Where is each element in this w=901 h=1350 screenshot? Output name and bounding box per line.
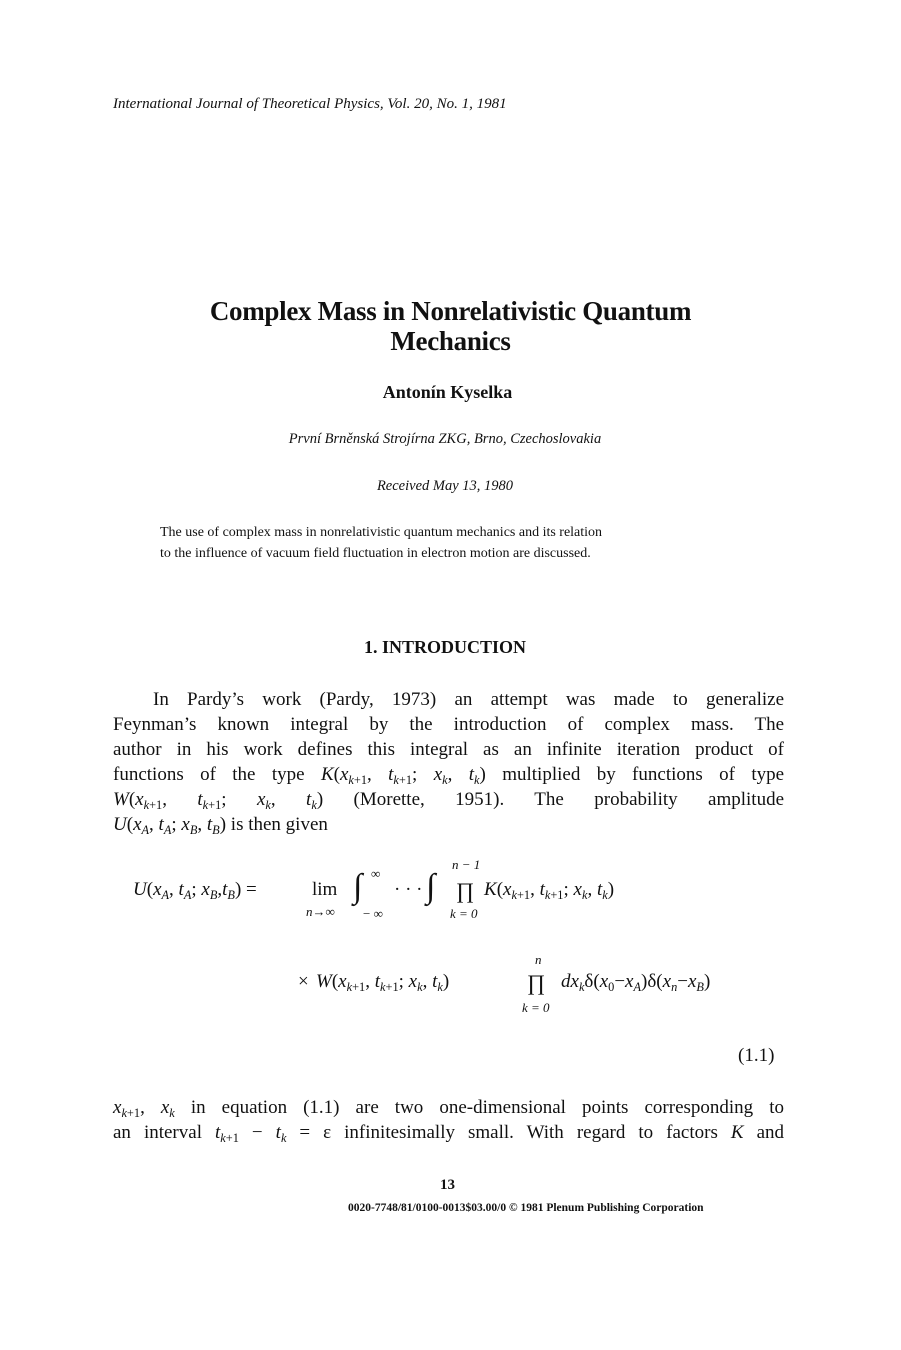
equation-times: × — [298, 971, 309, 992]
paragraph-line: Feynman’s known integral by the introduction of complex mass. The — [113, 714, 784, 735]
equation-lim-subscript: n→∞ — [306, 904, 335, 919]
equation-kernel: $K(x_{k+1}$, $t_{k+1}$; $x_k$, $t_k$) — [484, 879, 615, 902]
equation-lhs: $U(x_A$, $t_A$; $x_B,t_B$) = — [133, 879, 257, 902]
equation-weight: $W(x_{k+1}$, $t_{k+1}$; $x_k$, $t_k$) — [316, 971, 450, 994]
page-number: 13 — [440, 1177, 455, 1193]
equation-product-lower: k = 0 — [450, 906, 478, 921]
equation-integral-lower: − ∞ — [363, 906, 383, 921]
equation-product-sign: ∏ — [456, 878, 475, 903]
received-date: Received May 13, 1980 — [376, 478, 514, 494]
abstract-line-1: The use of complex mass in nonrelativistic quantum mechanics and its relation — [160, 525, 603, 540]
equation-number: (1.1) — [738, 1045, 775, 1066]
paragraph-line: $U(x_A$, $t_A$; $x_B$, $t_B$) is then given — [113, 814, 328, 837]
paragraph-line: $W(x_{k+1}$, $t_{k+1}$; $x_k$, $t_k$) (Morette, 1951). The probability amplitude — [113, 789, 785, 812]
equation-integral-sign: ∫ — [426, 868, 436, 905]
copyright-line: 0020-7748/81/0100-0013$03.00/0 © 1981 Plenum Publishing Corporation — [348, 1202, 704, 1214]
article-title — [0, 296, 901, 356]
equation-product-upper: n − 1 — [452, 857, 481, 872]
intro-paragraph-2 — [113, 1095, 784, 1145]
equation-integral-sign: ∫ — [353, 868, 363, 905]
paragraph-line: $x_{k+1}$, $x_k$ in equation (1.1) are two one-dimensional points corresponding to — [113, 1097, 785, 1120]
equation-measure: $dx_k\delta(x_0-x_A)\delta(x_n-x_B)$ — [561, 971, 711, 994]
intro-paragraph-1 — [113, 687, 784, 837]
equation-product-sign: ∏ — [527, 970, 546, 995]
abstract-line-2: to the influence of vacuum field fluctuation in electron motion are discussed. — [160, 546, 591, 561]
title-line-1: Complex Mass in Nonrelativistic Quantum — [209, 296, 692, 326]
equation-integral-upper: ∞ — [371, 866, 381, 881]
journal-header: International Journal of Theoretical Physics, Vol. 20, No. 1, 1981 — [113, 96, 507, 112]
abstract — [160, 522, 740, 564]
paragraph-line: functions of the type $K(x_{k+1}$, $t_{k+1}$; $x_k$, $t_k$) multiplied by functions of type — [113, 764, 785, 787]
paragraph-line: an interval $t_{k+1} - t_k = \varepsilon$ infinitesimally small. With regard to factors K and — [113, 1122, 784, 1145]
equation-product-lower: k = 0 — [522, 1000, 550, 1015]
title-line-2: Mechanics — [390, 326, 511, 356]
paragraph-line: author in his work defines this integral as an infinite iteration product of — [113, 739, 784, 760]
equation-product-upper: n — [535, 952, 542, 967]
section-heading: 1. INTRODUCTION — [363, 637, 527, 657]
equation-dots: · · · — [394, 879, 423, 900]
paragraph-line: In Pardy’s work (Pardy, 1973) an attempt was made to generalize — [153, 689, 784, 710]
author-affiliation: První Brněnská Strojírna ZKG, Brno, Czechoslovakia — [288, 431, 602, 447]
equation-lim: lim — [312, 879, 338, 900]
author-name: Antonín Kyselka — [382, 382, 513, 402]
